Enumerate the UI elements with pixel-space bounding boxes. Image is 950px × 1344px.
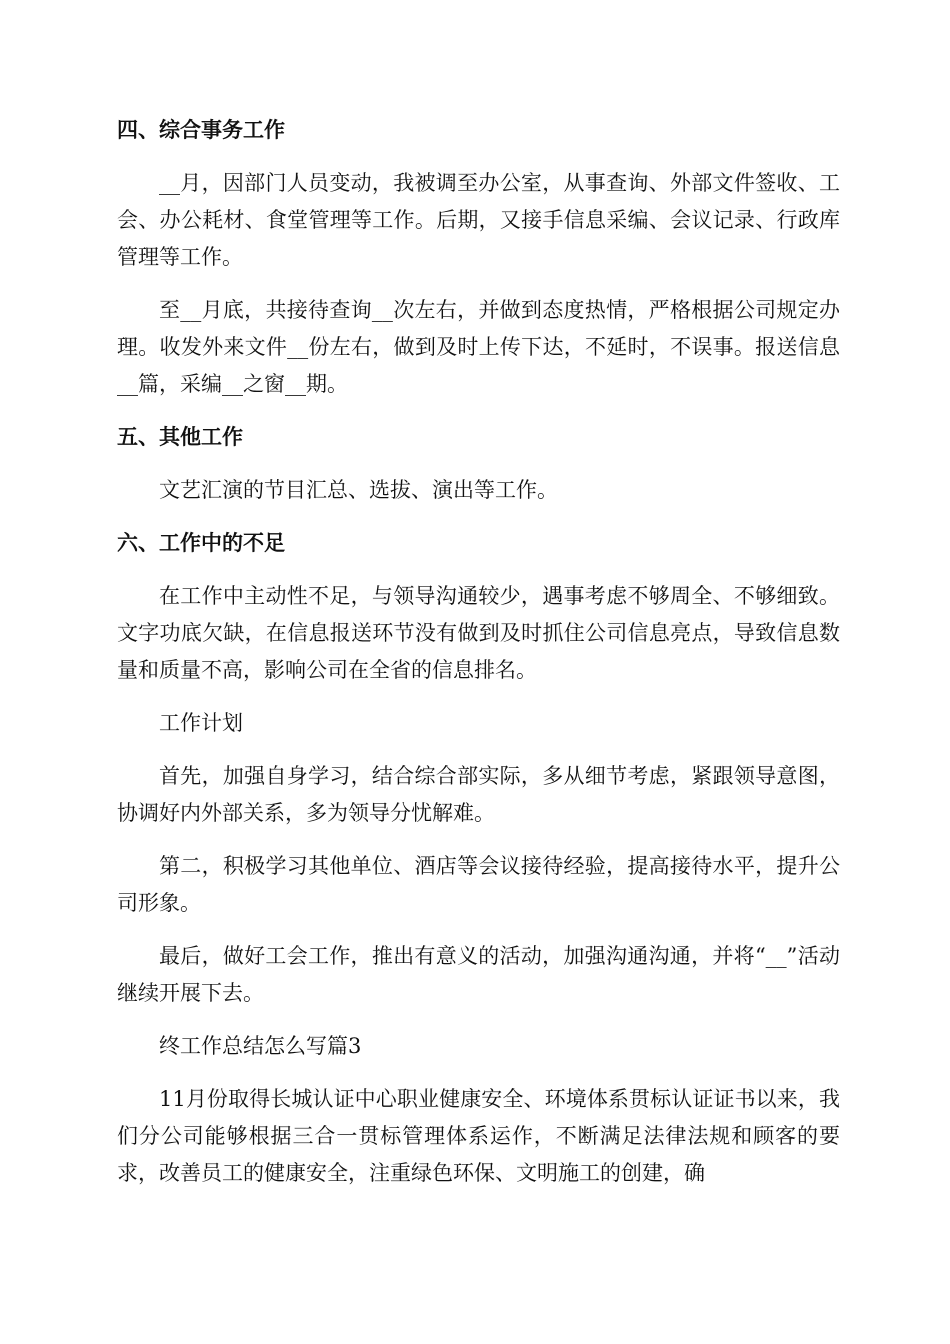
paragraph-certification: 11月份取得长城认证中心职业健康安全、环境体系贯标认证证书以来，我们分公司能够根据三合一贯标管理体系运作，不断满足法律法规和顾客的要求，改善员工的健康安全，注重绿色环保、文明施工的创建，确 bbox=[117, 1087, 840, 1185]
paragraph-plan-second: 第二，积极学习其他单位、酒店等会议接待经验，提高接待水平，提升公司形象。 bbox=[117, 854, 840, 915]
paragraph-article-title: 终工作总结怎么写篇3 bbox=[159, 1034, 362, 1058]
paragraph-shortcomings: 在工作中主动性不足，与领导沟通较少，遇事考虑不够周全、不够细致。文字功底欠缺，在信息报送环节没有做到及时抓住公司信息亮点，导致信息数量和质量不高，影响公司在全省的信息排名。 bbox=[117, 584, 840, 682]
paragraph-plan-last: 最后，做好工会工作，推出有意义的活动，加强沟通沟通，并将“__”活动继续开展下去。 bbox=[117, 944, 840, 1005]
paragraph-plan-first: 首先，加强自身学习，结合综合部实际，多从细节考虑，紧跟领导意图，协调好内外部关系，多为领导分忧解难。 bbox=[117, 764, 840, 825]
paragraph-work-plan-title: 工作计划 bbox=[159, 711, 243, 735]
paragraph-office-duties: __月，因部门人员变动，我被调至办公室，从事查询、外部文件签收、工会、办公耗材、食堂管理等工作。后期，又接手信息采编、会议记录、行政库管理等工作。 bbox=[117, 171, 840, 269]
paragraph-performance-work: 文艺汇演的节目汇总、选拔、演出等工作。 bbox=[159, 478, 558, 502]
paragraph-reception-stats: 至__月底，共接待查询__次左右，并做到态度热情，严格根据公司规定办理。收发外来文件__份左右，做到及时上传下达，不延时，不误事。报送信息__篇，采编__之窗__期。 bbox=[117, 298, 840, 396]
section-heading-general-affairs: 四、综合事务工作 bbox=[117, 118, 285, 142]
section-heading-other-work: 五、其他工作 bbox=[117, 425, 243, 449]
section-heading-shortcomings: 六、工作中的不足 bbox=[117, 531, 285, 555]
